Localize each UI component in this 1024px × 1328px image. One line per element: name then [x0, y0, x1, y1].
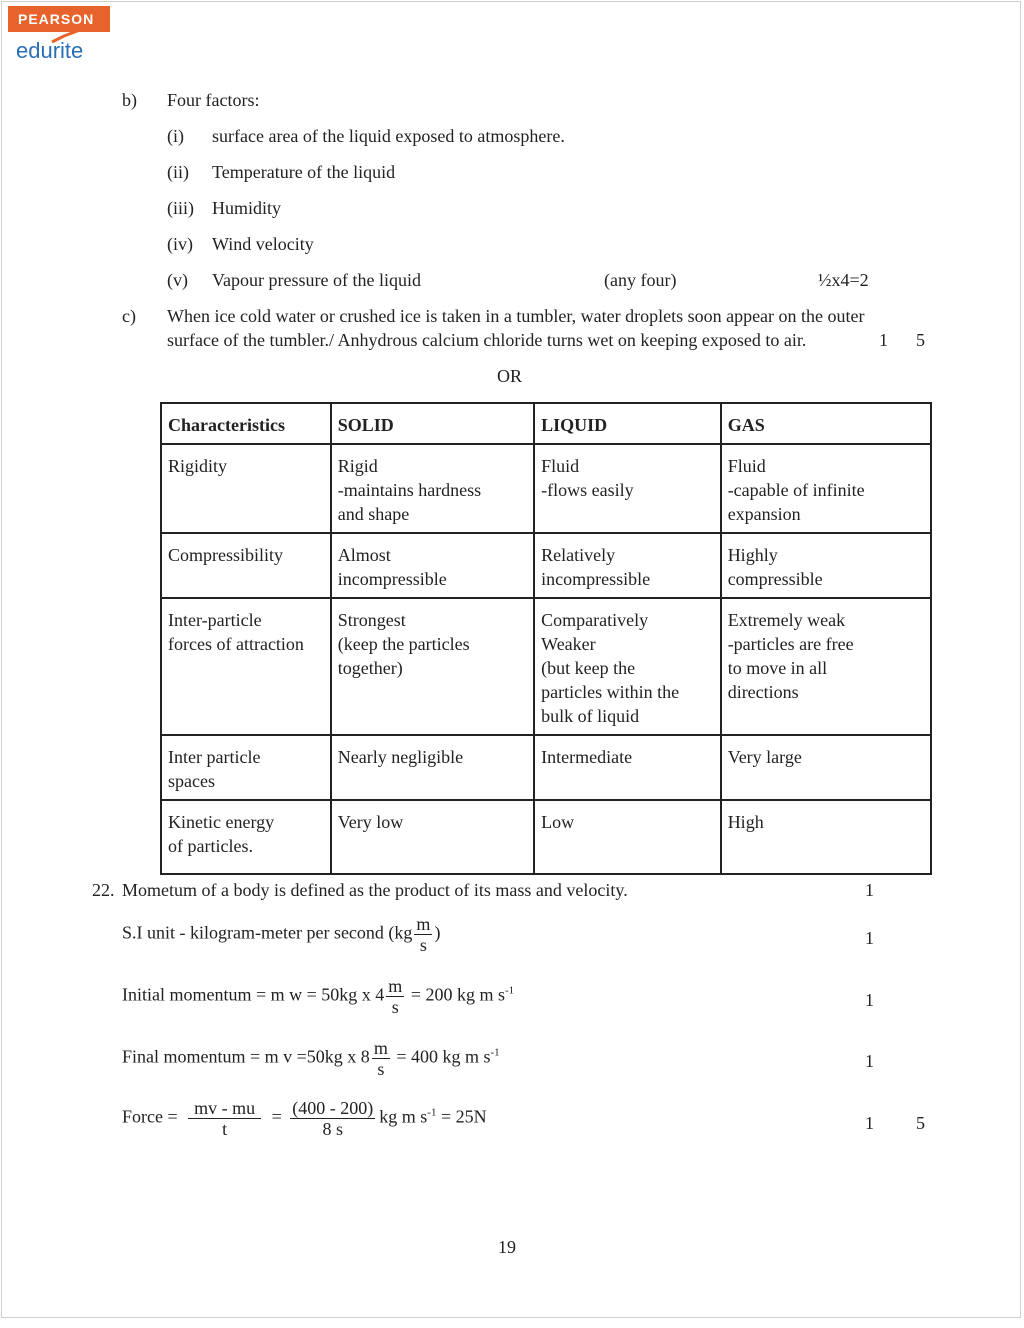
mark: 1	[865, 1113, 874, 1133]
part-c-total: 5	[916, 330, 925, 350]
any-four-note: (any four)	[604, 270, 677, 290]
mark: 1	[865, 990, 874, 1010]
table-cell: Strongest (keep the particles together)	[331, 598, 534, 735]
table-cell: Extremely weak -particles are free to move in all directions	[721, 598, 931, 735]
table-cell: Very large	[721, 735, 931, 800]
fraction: $\frac{mv - mu}{t}$	[188, 1098, 261, 1139]
factor-num: (i)	[167, 126, 184, 146]
product-name: edurite	[16, 38, 84, 63]
factor-text: Temperature of the liquid	[212, 162, 396, 182]
table-cell: Inter-particle forces of attraction	[161, 598, 331, 735]
part-c-line1: When ice cold water or crushed ice is taken in a tumbler, water droplets soon appear on the outer	[167, 306, 865, 326]
factor-text: Vapour pressure of the liquid	[212, 270, 421, 290]
question-number: 22.	[92, 880, 115, 900]
table-cell: Almost incompressible	[331, 533, 534, 598]
part-b-marks: ½x4=2	[818, 270, 869, 290]
factor-num: (iv)	[167, 234, 193, 254]
swoosh-icon	[50, 26, 90, 44]
table-cell: Relatively incompressible	[534, 533, 721, 598]
table-cell: High	[721, 800, 931, 874]
table-cell: Low	[534, 800, 721, 874]
mark: 1	[865, 880, 874, 900]
or-divider: OR	[497, 366, 523, 386]
fraction: $\frac{(400 - 200)}{8 s}$	[292, 1098, 374, 1139]
force-line: Force = $\frac{mv - mu}{t}$ = $\frac{(400 - 200)}{8 s}$ kg m $s^{-1} = 25N$	[122, 1098, 487, 1139]
brand-label: PEARSON	[8, 6, 110, 32]
fraction: $\frac{m}{s}$	[373, 1038, 388, 1079]
part-b-label: b)	[122, 90, 137, 110]
product-label	[8, 38, 110, 64]
table-cell: Very low	[331, 800, 534, 874]
table-row	[161, 533, 931, 598]
table-cell: Highly compressible	[721, 533, 931, 598]
table-row	[161, 735, 931, 800]
table-cell: Kinetic energy of particles.	[161, 800, 331, 874]
table-cell: Rigidity	[161, 444, 331, 533]
momentum-definition: Mometum of a body is defined as the product of its mass and velocity.	[122, 880, 628, 900]
header-gas: GAS	[721, 403, 931, 444]
factor-num: (v)	[167, 270, 188, 290]
mark: 1	[865, 1051, 874, 1071]
part-c-label: c)	[122, 306, 136, 326]
part-c-mark: 1	[879, 330, 888, 350]
table-cell: Compressibility	[161, 533, 331, 598]
table-cell: Inter particle spaces	[161, 735, 331, 800]
table-header-row	[161, 403, 931, 444]
table-row	[161, 598, 931, 735]
header-liquid: LIQUID	[534, 403, 721, 444]
fraction: $\frac{m}{s}$	[388, 976, 403, 1017]
factor-num: (iii)	[167, 198, 194, 218]
table-cell: Intermediate	[534, 735, 721, 800]
table-cell: Comparatively Weaker (but keep the particles within the bulk of liquid	[534, 598, 721, 735]
table-row	[161, 800, 931, 874]
header-solid: SOLID	[331, 403, 534, 444]
pearson-edurite-logo	[8, 6, 110, 64]
header-characteristics: Characteristics	[161, 403, 331, 444]
part-c-line2: surface of the tumbler./ Anhydrous calcium chloride turns wet on keeping exposed to air.	[167, 330, 807, 350]
page-number: 19	[498, 1237, 516, 1257]
table-row	[161, 444, 931, 533]
final-momentum-line: Final momentum = m v =50kg x 8 $\frac{m}{s}$ = 400 kg m $s^{-1}$	[122, 1038, 500, 1079]
factor-text: Wind velocity	[212, 234, 314, 254]
fraction: $\frac{m}{s}$	[416, 914, 431, 955]
table-cell: Fluid -flows easily	[534, 444, 721, 533]
factor-num: (ii)	[167, 162, 189, 182]
table-cell: Fluid -capable of infinite expansion	[721, 444, 931, 533]
part-b-heading: Four factors:	[167, 90, 260, 110]
mark: 1	[865, 928, 874, 948]
table-cell: Rigid -maintains hardness and shape	[331, 444, 534, 533]
factor-text: Humidity	[212, 198, 282, 218]
table-cell: Nearly negligible	[331, 735, 534, 800]
factor-text: surface area of the liquid exposed to atmosphere.	[212, 126, 565, 146]
states-of-matter-table	[160, 402, 932, 875]
si-unit-line: S.I unit - kilogram-meter per second (kg $\frac{m}{s}$ )	[122, 914, 441, 955]
initial-momentum-line: Initial momentum = m w = 50kg x 4 $\frac{m}{s}$ = 200 kg m $s^{-1}$	[122, 976, 515, 1017]
question-total: 5	[916, 1113, 925, 1133]
